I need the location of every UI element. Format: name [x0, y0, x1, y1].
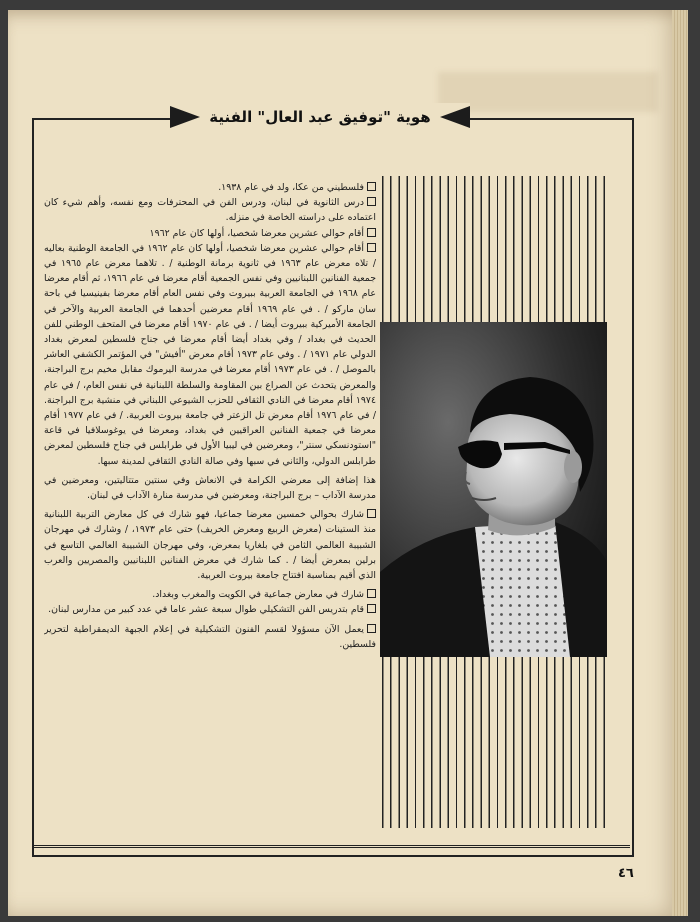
square-bullet-icon: [367, 624, 376, 633]
paragraph-text: شارك في معارض جماعية في الكويت والمغرب وبغداد.: [152, 589, 364, 601]
square-bullet-icon: [367, 228, 376, 237]
page-spine: [672, 10, 688, 916]
article-body: [44, 180, 376, 830]
portrait-illustration: [380, 322, 607, 657]
bio-paragraph: [44, 473, 376, 503]
bio-paragraph: [44, 602, 376, 617]
bio-paragraph: [44, 195, 376, 225]
bio-paragraph: [44, 180, 376, 195]
article-title: هوية "توفيق عبد العال" الفنية: [209, 108, 431, 126]
square-bullet-icon: [367, 589, 376, 598]
portrait-photo: [380, 322, 607, 657]
square-bullet-icon: [367, 604, 376, 613]
paragraph-text: أقام حوالي عشرين معرضا شخصيا، أولها كان عام ١٩٦٢: [149, 227, 364, 239]
frame-bottom-rule: [32, 845, 630, 848]
paragraph-text: أقام حوالي عشرين معرضا شخصيا، أولها كان عام ١٩٦٢ في الجامعة الوطنية بعاليه / تلاه معرض عام ١٩٦٣ في ثانوية برمانة الوطنية / . تلاهما معرض عام ١٩٦٥ في جمعية الفنانين اللبنانيين وفي نفس الجمعية أقام معرضا في عام ١٩٦٦، ثم أقام معرضا عام ١٩٦٨ في الجامعة العربية ببيروت وفي نفس العام أقام معرضا بفينيسيا في باحة سان ماركو / . في عام ١٩٦٩ أقام معرضين أحدهما في الجامعة العربية والآخر في الجامعة الأميركية ببيروت أيضا / . في عام ١٩٧٠ أقام معرضا في المتحف الوطني للفن الحديث في بغداد / وفي بغداد أيضا أقام معرضا في جناح فلسطين لمعرض بغداد الدولي عام ١٩٧١ / . وفي عام ١٩٧٣ أقام معرض "أفيش" في المؤتمر الكشفي العاشر بالموصل / . في عام ١٩٧٣ أقام معرضا في مدرسة اليرموك مقابل مخيم برج البراجنة، والمعرض يتحدث عن الصراع بين المقاومة والسلطة اللبنانية في نفس العام، / في عام ١٩٧٤ أقام معرضا في النادي الثقافي للحزب الشيوعي اللبناني في منشية برج البراجنة. / في عام ١٩٧٦ أقام معرض تل الزعتر في جامعة بيروت العربية. / في عام ١٩٧٧ أقام معرضا في جمعية الفنانين العراقيين في بغداد، ومعرضا في يوغوسلافيا في قاعة "استودنسكي سنتر"، ومعرضين في ليبيا الأول في طرابلس في جناح فلسطين لمعرض طرابلس الدولي، والثاني في سبها وفي صالة النادي الثقافي لمدينة سبها.: [44, 242, 376, 467]
page-number: ٤٦: [618, 866, 634, 881]
arrow-right-icon: [170, 106, 200, 128]
square-bullet-icon: [367, 509, 376, 518]
article-header: [170, 103, 470, 131]
show-through-shadow: [438, 72, 658, 112]
paragraph-text: هذا إضافة إلى معرضي الكرامة في الانعاش وفي سنتين متتاليتين، ومعرضين في مدرسة الآداب – برج البراجنة، ومعرضين في مدرسة منارة الآداب في لبنان.: [44, 474, 376, 502]
paragraph-text: فلسطيني من عكا، ولد في عام ١٩٣٨.: [218, 182, 364, 193]
paragraph-text: شارك بحوالي خمسين معرضا جماعيا، فهو شارك في كل معارض التربية اللبنانية منذ الستينات (معرض الربيع ومعرض الخريف) حتى عام ١٩٧٣، / وشارك في مهرجان الشبيبة العالمي الثامن في بلغاريا بمعرض، وفي مهرجان الشبيبة العالمي التاسع في برلين بمعرض أيضا / . كما شارك في معرض الفنانين اللبنانيين والمصريين والعرب الذي أقيم بمناسبة افتتاح جامعة بيروت العربية.: [44, 509, 376, 582]
bio-paragraph: [44, 622, 376, 652]
arrow-left-icon: [440, 106, 470, 128]
paragraph-text: درس الثانوية في لبنان، ودرس الفن في المحترفات ومع نفسه، وأهم شيء كان اعتماده على دراسته الخاصة في منزله.: [44, 197, 376, 224]
bio-paragraph: [44, 241, 376, 469]
bio-paragraph: [44, 507, 376, 583]
paragraph-text: قام بتدريس الفن التشكيلي طوال سبعة عشر عاما في عدد كبير من مدارس لبنان.: [48, 604, 364, 616]
square-bullet-icon: [367, 182, 376, 191]
square-bullet-icon: [367, 243, 376, 252]
square-bullet-icon: [367, 197, 376, 206]
paragraph-text: يعمل الآن مسؤولا لقسم الفنون التشكيلية في إعلام الجبهة الديمقراطية لتحرير فلسطين.: [44, 623, 376, 650]
bio-paragraph: [44, 226, 376, 241]
bio-paragraph: [44, 587, 376, 602]
